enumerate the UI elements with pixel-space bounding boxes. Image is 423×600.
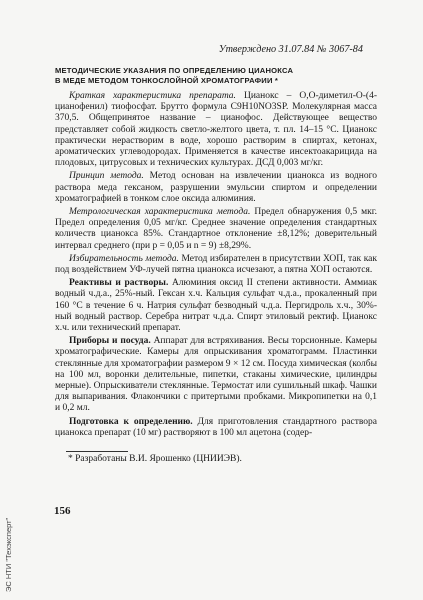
summary-heading: Краткая характеристика препарата. (69, 91, 236, 101)
equipment-text: Аппарат для встряхивания. Весы торсионные. Камеры хроматографические. Камеры для опрыскивания хроматограмм. Пластинки стеклянные для хроматографии размером 9 × 12 см. Посуда химическая (колбы на 100 мл, воронки делительные, пипетки, стаканы химические, цилиндры мерные). Опрыскиватели стеклянные. Термостат или сушильный шкаф. Чашки для выпаривания. Флакончики с притертыми пробками. Микропипетки на 0,1 и 0,2 мл. (55, 336, 377, 414)
side-stamp: ЭС НТИ "Техэксперт" (4, 517, 13, 592)
document-body (55, 91, 377, 441)
document-title (55, 66, 375, 86)
paragraph-equipment (55, 336, 377, 414)
equipment-heading: Приборы и посуда. (69, 336, 151, 347)
preparation-text: Для приготовления стандартного раствора цианокса препарат (10 мг) растворяют в 100 мл ацетона (содер- (55, 416, 377, 438)
preparation-heading: Подготовка к определению. (69, 416, 193, 427)
reagents-text: Алюминия оксид II степени активности. Аммиак водный ч.д.а., 25%-ный. Гексан х.ч. Кальция сульфат ч.д.а., прокаленный при 160 °С в течение 6 ч. Натрия сульфат безводный ч.д.а. Пергидроль х.ч., 30%-ный водный раствор. Серебра нитрат ч.д.а. Спирт этиловый ректиф. Цианокс х.ч. или технический препарат. (55, 278, 377, 334)
selectivity-text: Метод избирателен в присутствии ХОП, так как под воздействием УФ-лучей пятна цианокса исчезают, а пятна ХОП остаются. (55, 253, 378, 276)
paragraph-summary (55, 91, 377, 169)
metrology-text: Предел обнаружения 0,5 мкг. Предел определения 0,05 мг/кг. Среднее значение определения стандартных количеств цианокса 85%. Стандартное отклонение ±8,12%; доверительный интервал среднего (при p = 0,05 и n = 9) ±8,29%. (55, 207, 378, 251)
title-line-2: В МЕДЕ МЕТОДОМ ТОНКОСЛОЙНОЙ ХРОМАТОГРАФИИ * (55, 76, 279, 85)
paragraph-selectivity (55, 254, 377, 276)
footnote: * Разработаны В.И. Ярошенко (ЦНИИЭВ). (68, 454, 242, 464)
approval-note: Утверждено 31.07.84 № 3067-84 (218, 44, 363, 55)
selectivity-heading: Избирательность метода. (69, 253, 179, 264)
principle-heading: Принцип метода. (69, 171, 144, 182)
paragraph-metrology (55, 207, 377, 252)
page-number: 156 (54, 505, 71, 517)
metrology-heading: Метрологическая характеристика метода. (69, 207, 251, 218)
summary-text: Цианокс – О,О-диметил-О-(4-цианофенил) тиофосфат. Брутто формула C9H10NO3SP. Молекулярная масса 370,5. Общепринятое название – цианофос. Действующее вещество представляет собой жидкость светло-желтого цвета, т. пл. 14–15 °С. Цианокс практически нерастворим в воде, хорошо растворим в спиртах, кетонах, ароматических углеводородах. Применяется в качестве инсектоакарицида на плодовых, цитрусовых и технических культурах. ДСД 0,003 мг/кг. (55, 91, 377, 169)
paragraph-preparation (55, 417, 377, 439)
paragraph-reagents (55, 278, 377, 334)
paragraph-principle (55, 171, 377, 205)
principle-text: Метод основан на извлечении цианокса из водного раствора меда гексаном, разрушении эмульсии спиртом и определении хроматографией в тонком слое оксида алюминия. (55, 171, 377, 204)
title-line-1: МЕТОДИЧЕСКИЕ УКАЗАНИЯ ПО ОПРЕДЕЛЕНИЮ ЦИАНОКСА (55, 66, 294, 75)
reagents-heading: Реактивы и растворы. (69, 278, 169, 289)
footnote-divider (66, 451, 128, 452)
